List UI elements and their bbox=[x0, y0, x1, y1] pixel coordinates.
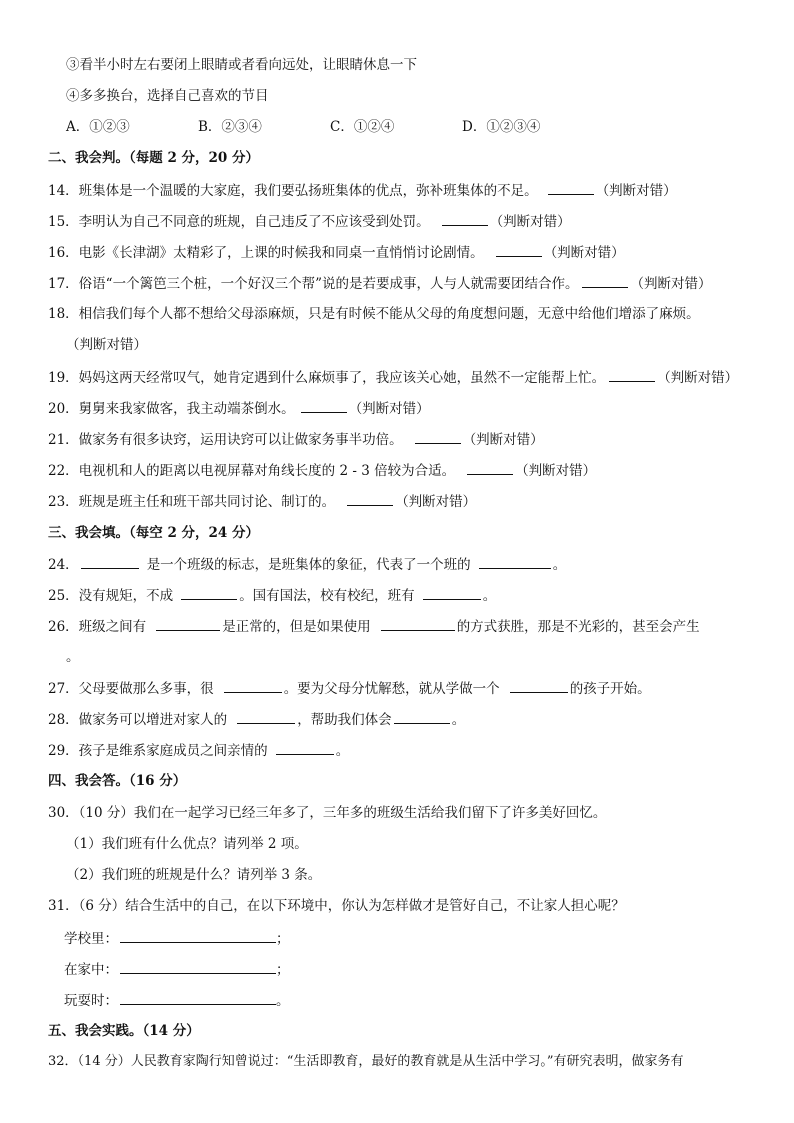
question-25-text: 25．没有规矩，不成 bbox=[48, 588, 174, 604]
question-30: 30．（10 分）我们在一起学习已经三年多了，三年多的班级生活给我们留下了许多美好回忆。 bbox=[48, 805, 607, 821]
fill-blank[interactable] bbox=[510, 678, 568, 693]
question-27-end: 的孩子开始。 bbox=[569, 681, 651, 697]
question-24-end: 。 bbox=[552, 557, 567, 573]
choice-b[interactable]: B．②③④ bbox=[198, 119, 262, 135]
question-31-school bbox=[64, 928, 290, 949]
fill-blank[interactable] bbox=[479, 554, 551, 569]
question-26-mid: 是正常的，但是如果使用 bbox=[222, 619, 371, 635]
question-23 bbox=[48, 491, 476, 512]
fill-blank[interactable] bbox=[276, 740, 334, 755]
question-25-mid: 。国有国法，校有校纪，班有 bbox=[239, 588, 415, 604]
judge-label: （判断对错） bbox=[395, 494, 477, 510]
question-15-text: 15．李明认为自己不同意的班规，自己违反了不应该受到处罚。 bbox=[48, 214, 430, 230]
home-answer-blank[interactable] bbox=[120, 959, 276, 974]
question-27-text: 27．父母要做那么多事，很 bbox=[48, 681, 214, 697]
answer-choices bbox=[66, 117, 540, 137]
judge-label: （判断对错） bbox=[489, 214, 571, 230]
question-29 bbox=[48, 740, 349, 761]
school-label: 学校里： bbox=[64, 931, 118, 947]
answer-blank[interactable] bbox=[442, 211, 488, 226]
question-16-text: 16．电影《长津湖》太精彩了，上课的时候我和同桌一直悄悄讨论剧情。 bbox=[48, 245, 484, 261]
judge-label: （判断对错） bbox=[543, 245, 625, 261]
fill-blank[interactable] bbox=[394, 709, 450, 724]
school-answer-blank[interactable] bbox=[120, 928, 276, 943]
home-label: 在家中： bbox=[64, 962, 118, 978]
choice-d[interactable]: D．①②③④ bbox=[462, 119, 541, 135]
question-31: 31．（6 分）结合生活中的自己，在以下环境中，你认为怎样做才是管好自己，不让家人担心呢？ bbox=[48, 898, 625, 914]
question-20-text: 20．舅舅来我家做客，我主动端茶倒水。 bbox=[48, 401, 295, 417]
question-22-text: 22．电视机和人的距离以电视屏幕对角线长度的 2 - 3 倍较为合适。 bbox=[48, 463, 456, 479]
question-18-judge: （判断对错） bbox=[66, 337, 147, 353]
semicolon: ； bbox=[276, 962, 290, 978]
question-28 bbox=[48, 709, 465, 730]
question-25 bbox=[48, 585, 496, 606]
play-label: 玩耍时： bbox=[64, 993, 118, 1009]
section-5-heading: 五、我会实践。（14 分） bbox=[48, 1023, 200, 1039]
judge-label: （判断对错） bbox=[462, 432, 544, 448]
fill-blank[interactable] bbox=[81, 554, 139, 569]
section-3-heading: 三、我会填。（每空 2 分，24 分） bbox=[48, 525, 260, 541]
question-21 bbox=[48, 429, 544, 450]
question-24-text: 是一个班级的标志，是班集体的象征，代表了一个班的 bbox=[146, 557, 471, 573]
question-17-text: 17．俗语“一个篱笆三个桩，一个好汉三个帮”说的是若要成事，人与人就需要团结合作。 bbox=[48, 276, 579, 292]
answer-blank[interactable] bbox=[347, 491, 393, 506]
question-26-continued: 。 bbox=[66, 649, 80, 665]
fill-blank[interactable] bbox=[156, 616, 220, 631]
question-21-text: 21．做家务有很多诀窍，运用诀窍可以让做家务事半功倍。 bbox=[48, 432, 403, 448]
question-28-end: 。 bbox=[451, 712, 466, 728]
question-26 bbox=[48, 616, 700, 637]
question-26-text: 26．班级之间有 bbox=[48, 619, 147, 635]
section-2-heading: 二、我会判。（每题 2 分，20 分） bbox=[48, 150, 260, 166]
judge-label: （判断对错） bbox=[348, 401, 430, 417]
period: 。 bbox=[276, 993, 290, 1009]
judge-label: （判断对错） bbox=[595, 183, 677, 199]
question-29-text: 29．孩子是维系家庭成员之间亲情的 bbox=[48, 743, 268, 759]
question-27-mid: 。要为父母分忧解愁，就从学做一个 bbox=[283, 681, 500, 697]
judge-label: （判断对错） bbox=[657, 370, 739, 386]
judge-label: （判断对错） bbox=[630, 276, 712, 292]
answer-blank[interactable] bbox=[582, 273, 628, 288]
semicolon: ； bbox=[276, 931, 290, 947]
fill-blank[interactable] bbox=[237, 709, 295, 724]
answer-blank[interactable] bbox=[467, 460, 513, 475]
question-24 bbox=[48, 554, 566, 575]
question-28-mid: ，帮助我们体会 bbox=[297, 712, 392, 728]
question-29-end: 。 bbox=[335, 743, 350, 759]
question-32: 32．（14 分）人民教育家陶行知曾说过：“生活即教育，最好的教育就是从生活中学习。”有研究表明，做家务有 bbox=[48, 1054, 684, 1069]
question-25-end: 。 bbox=[482, 588, 497, 604]
question-30-part-1: （1）我们班有什么优点？请列举 2 项。 bbox=[66, 836, 308, 852]
question-22 bbox=[48, 460, 596, 481]
question-26-end: 的方式获胜，那是不光彩的，甚至会产生 bbox=[456, 619, 700, 635]
fill-blank[interactable] bbox=[181, 585, 237, 600]
question-23-text: 23．班规是班主任和班干部共同讨论、制订的。 bbox=[48, 494, 336, 510]
question-24-num: 24． bbox=[48, 557, 79, 573]
question-18: 18．相信我们每个人都不想给父母添麻烦，只是有时候不能从父母的角度想问题，无意中给他们增添了麻烦。 bbox=[48, 306, 700, 322]
fill-blank[interactable] bbox=[224, 678, 282, 693]
question-31-play bbox=[64, 990, 290, 1011]
answer-blank[interactable] bbox=[496, 242, 542, 257]
question-15 bbox=[48, 211, 571, 232]
question-30-part-2: （2）我们班的班规是什么？请列举 3 条。 bbox=[66, 867, 322, 883]
option-item-3: ③看半小时左右要闭上眼睛或者看向远处，让眼睛休息一下 bbox=[66, 57, 417, 73]
question-14-text: 14．班集体是一个温暖的大家庭，我们要弘扬班集体的优点，弥补班集体的不足。 bbox=[48, 183, 538, 199]
choice-c[interactable]: C．①②④ bbox=[330, 119, 395, 135]
question-14 bbox=[48, 180, 677, 201]
question-28-text: 28．做家务可以增进对家人的 bbox=[48, 712, 228, 728]
question-19-text: 19．妈妈这两天经常叹气，她肯定遇到什么麻烦事了，我应该关心她，虽然不一定能帮上忙。 bbox=[48, 370, 606, 386]
fill-blank[interactable] bbox=[381, 616, 455, 631]
question-17 bbox=[48, 273, 711, 294]
answer-blank[interactable] bbox=[415, 429, 461, 444]
choice-a[interactable]: A．①②③ bbox=[66, 119, 130, 135]
question-19 bbox=[48, 367, 738, 388]
answer-blank[interactable] bbox=[548, 180, 594, 195]
question-31-home bbox=[64, 959, 290, 980]
section-4-heading: 四、我会答。（16 分） bbox=[48, 773, 187, 789]
answer-blank[interactable] bbox=[301, 398, 347, 413]
fill-blank[interactable] bbox=[423, 585, 481, 600]
question-16 bbox=[48, 242, 625, 263]
answer-blank[interactable] bbox=[609, 367, 655, 382]
option-item-4: ④多多换台，选择自己喜欢的节目 bbox=[66, 88, 269, 104]
play-answer-blank[interactable] bbox=[120, 990, 276, 1005]
question-20 bbox=[48, 398, 430, 419]
judge-label: （判断对错） bbox=[515, 463, 597, 479]
question-27 bbox=[48, 678, 651, 699]
